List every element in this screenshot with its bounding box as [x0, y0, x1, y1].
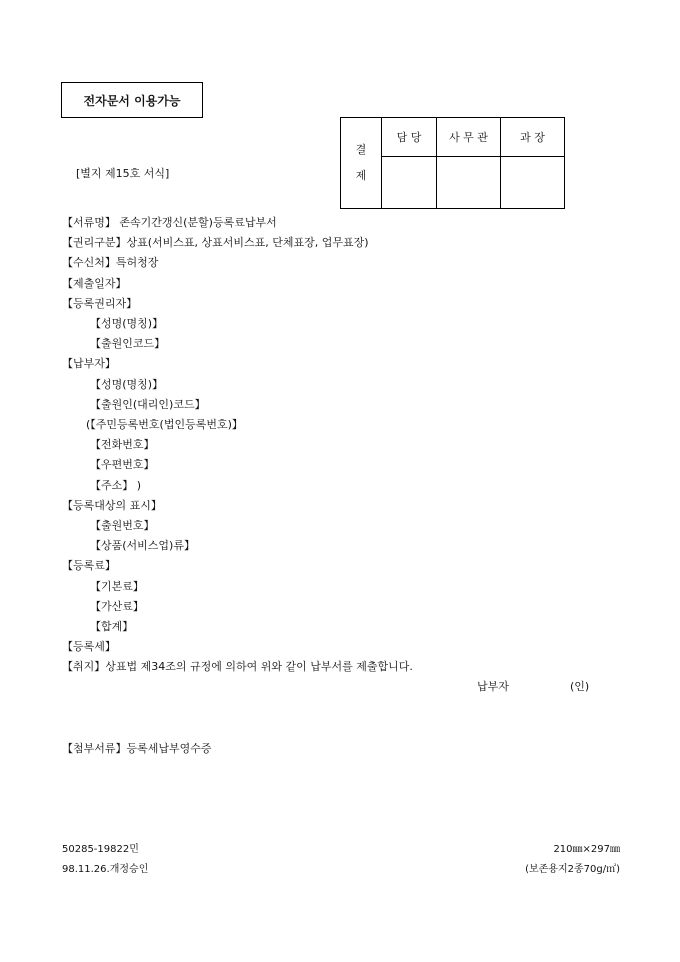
form-field-line: 【성명(명칭)】	[90, 317, 164, 330]
form-field-line: 【우편번호】	[90, 458, 155, 472]
form-field-line: 【서류명】 존속기간갱신(분할)등록료납부서	[62, 216, 277, 229]
form-field-line: 【출원인코드】	[90, 337, 166, 351]
form-field-line: 【주소】 )	[90, 478, 142, 492]
approval-sign-officer[interactable]	[437, 157, 501, 209]
form-field-line: 【등록료】	[62, 559, 116, 573]
payer-label: 납부자	[477, 680, 509, 693]
form-field-line: 【등록대상의 표시】	[62, 498, 162, 512]
paper-size: 210㎜×297㎜	[553, 844, 620, 855]
form-field-line: 【기본료】	[90, 579, 144, 593]
form-number: [별지 제15호 서식]	[76, 167, 170, 180]
approval-sign-chief[interactable]	[501, 157, 565, 209]
form-code: 50285-19822민	[62, 844, 139, 855]
approval-side-label	[341, 118, 382, 209]
approval-date: 98.11.26.개정승인	[62, 864, 149, 875]
form-field-line: 【권리구분】상표(서비스표, 상표서비스표, 단체표장, 업무표장)	[62, 236, 369, 250]
form-field-line: 【전화번호】	[90, 438, 155, 452]
seal-mark: (인)	[570, 680, 590, 693]
form-field-line: 【상품(서비스업)류】	[90, 539, 195, 553]
form-field-line: 【성명(명칭)】	[90, 377, 164, 391]
form-field-line: 【제출일자】	[62, 276, 127, 290]
approval-table	[340, 117, 565, 209]
form-field-line: 【출원번호】	[90, 519, 155, 532]
approval-side-top: 결	[355, 143, 367, 156]
form-field-line: (【주민등록번호(법인등록번호)】	[86, 418, 243, 431]
form-field-line: 【등록세】	[62, 640, 116, 654]
form-field-line: 【출원인(대리인)코드】	[90, 397, 206, 411]
paper-type: (보존용지2종70g/㎡)	[525, 864, 620, 875]
approval-col-staff: 담 당	[382, 118, 437, 157]
form-field-line: 【등록권리자】	[62, 296, 138, 310]
approval-col-chief: 과 장	[501, 118, 565, 157]
electronic-document-badge: 전자문서 이용가능	[61, 82, 203, 118]
form-field-line: 【합계】	[90, 620, 134, 633]
approval-sign-staff[interactable]	[382, 157, 437, 209]
form-field-line: 【취지】상표법 제34조의 규정에 의하여 위와 같이 납부서를 제출합니다.	[62, 660, 413, 674]
form-field-line: 【납부자】	[62, 357, 116, 371]
approval-side-bottom: 제	[355, 169, 367, 182]
form-field-line: 【가산료】	[90, 599, 144, 613]
form-field-line: 【수신처】특허청장	[62, 256, 159, 270]
attachments: 【첨부서류】등록세납부영수증	[62, 742, 212, 755]
approval-col-officer: 사 무 관	[437, 118, 501, 157]
